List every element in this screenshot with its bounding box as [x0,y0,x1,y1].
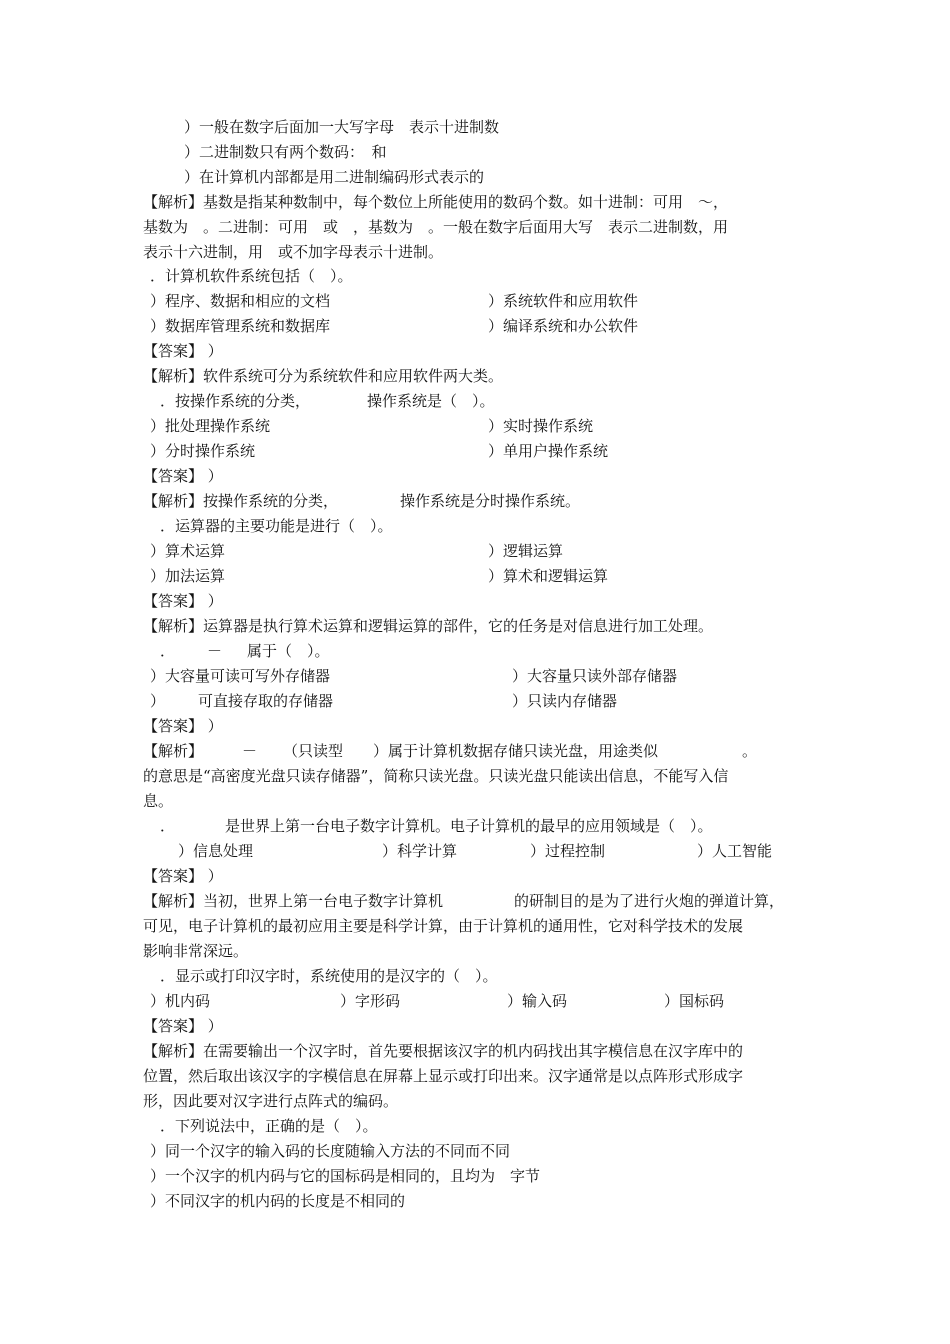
option-item: ）不同汉字的机内码的长度是不相同的 [150,1192,406,1210]
option-item: ）一个汉字的机内码与它的国标码是相同的，且均为 字节 [150,1167,541,1185]
question-text: ．显示或打印汉字时，系统使用的是汉字的（ ）。 [160,967,498,985]
option-item: ） [150,692,166,710]
answer-text: 【答案】 ） [143,1017,223,1035]
question-text: ．按操作系统的分类， [160,392,311,410]
answer-text: 【答案】 ） [143,867,223,885]
analysis-text: 操作系统是分时操作系统。 [400,492,581,510]
analysis-text: ）属于计算机数据存储只读光盘，用途类似 [373,742,659,760]
analysis-text: 【解析】软件系统可分为系统软件和应用软件两大类。 [143,367,504,385]
answer-text: 【答案】 ） [143,717,223,735]
question-text: ． [160,642,176,660]
option-item: ）批处理操作系统 [150,417,271,435]
option-item: ）程序、数据和相应的文档 [150,292,331,310]
option-item: ）国标码 [664,992,725,1010]
option-item: ）一般在数字后面加一大写字母 表示十进制数 [184,118,500,136]
analysis-text: 基数为 。二进制：可用 或 ，基数为 。一般在数字后面用大写 表示二进制数，用 [143,218,729,236]
option-item: ）在计算机内部都是用二进制编码形式表示的 [184,168,485,186]
analysis-text: 【解析】 [143,742,204,760]
option-item: ）编译系统和办公软件 [488,317,639,335]
analysis-text: 。 [742,742,758,760]
option-item: ）大容量只读外部存储器 [512,667,678,685]
analysis-text: 的意思是“高密度光盘只读存储器”，简称只读光盘。只读光盘只能读出信息，不能写入信 [143,767,729,785]
option-item: ）实时操作系统 [488,417,594,435]
option-item: ）人工智能 [697,842,773,860]
analysis-text: 位置，然后取出该汉字的字模信息在屏幕上显示或打印出来。汉字通常是以点阵形式形成字 [143,1067,744,1085]
option-item: ）数据库管理系统和数据库 [150,317,331,335]
question-text: 是世界上第一台电子数字计算机。电子计算机的最早的应用领域是（ ）。 [225,817,713,835]
option-item: ）科学计算 [382,842,458,860]
option-item: ）算术和逻辑运算 [488,567,609,585]
answer-text: 【答案】 ） [143,342,223,360]
option-item: ）过程控制 [530,842,606,860]
option-item: ）单用户操作系统 [488,442,609,460]
analysis-text: （只读型 [283,742,344,760]
analysis-text: 【解析】基数是指某种数制中，每个数位上所能使用的数码个数。如十进制：可用 ～， [143,193,729,211]
question-text: ．下列说法中，正确的是（ ）。 [160,1117,378,1135]
option-item: ）大容量可读可写外存储器 [150,667,331,685]
option-item: ）二进制数只有两个数码： 和 [184,143,387,161]
analysis-text: 影响非常深远。 [143,942,249,960]
question-text: 属于（ ）。 [247,642,330,660]
question-text: － [207,642,223,660]
analysis-text: － [242,742,258,760]
option-item: ）机内码 [150,992,211,1010]
option-item: ）分时操作系统 [150,442,256,460]
analysis-text: 的研制目的是为了进行火炮的弹道计算， [514,892,785,910]
analysis-text: 形，因此要对汉字进行点阵式的编码。 [143,1092,399,1110]
option-item: ）同一个汉字的输入码的长度随输入方法的不同而不同 [150,1142,511,1160]
analysis-text: 息。 [143,792,174,810]
option-item: ）输入码 [507,992,568,1010]
analysis-text: 【解析】运算器是执行算术运算和逻辑运算的部件，它的任务是对信息进行加工处理。 [143,617,714,635]
question-text: 操作系统是（ ）。 [367,392,495,410]
analysis-text: 表示十六进制，用 或不加字母表示十进制。 [143,243,444,261]
analysis-text: 【解析】当初，世界上第一台电子数字计算机 [143,892,444,910]
option-item: 可直接存取的存储器 [198,692,334,710]
analysis-text: 【解析】在需要输出一个汉字时，首先要根据该汉字的机内码找出其字模信息在汉字库中的 [143,1042,744,1060]
option-item: ）系统软件和应用软件 [488,292,639,310]
answer-text: 【答案】 ） [143,467,223,485]
option-item: ）信息处理 [178,842,254,860]
option-item: ）算术运算 [150,542,226,560]
option-item: ）逻辑运算 [488,542,564,560]
option-item: ）只读内存储器 [512,692,618,710]
answer-text: 【答案】 ） [143,592,223,610]
question-text: ．运算器的主要功能是进行（ ）。 [160,517,393,535]
option-item: ）字形码 [340,992,401,1010]
question-text: ．计算机软件系统包括（ ）。 [150,267,353,285]
question-text: ． [160,817,176,835]
option-item: ）加法运算 [150,567,226,585]
analysis-text: 【解析】按操作系统的分类， [143,492,339,510]
analysis-text: 可见，电子计算机的最初应用主要是科学计算，由于计算机的通用性，它对科学技术的发展 [143,917,744,935]
